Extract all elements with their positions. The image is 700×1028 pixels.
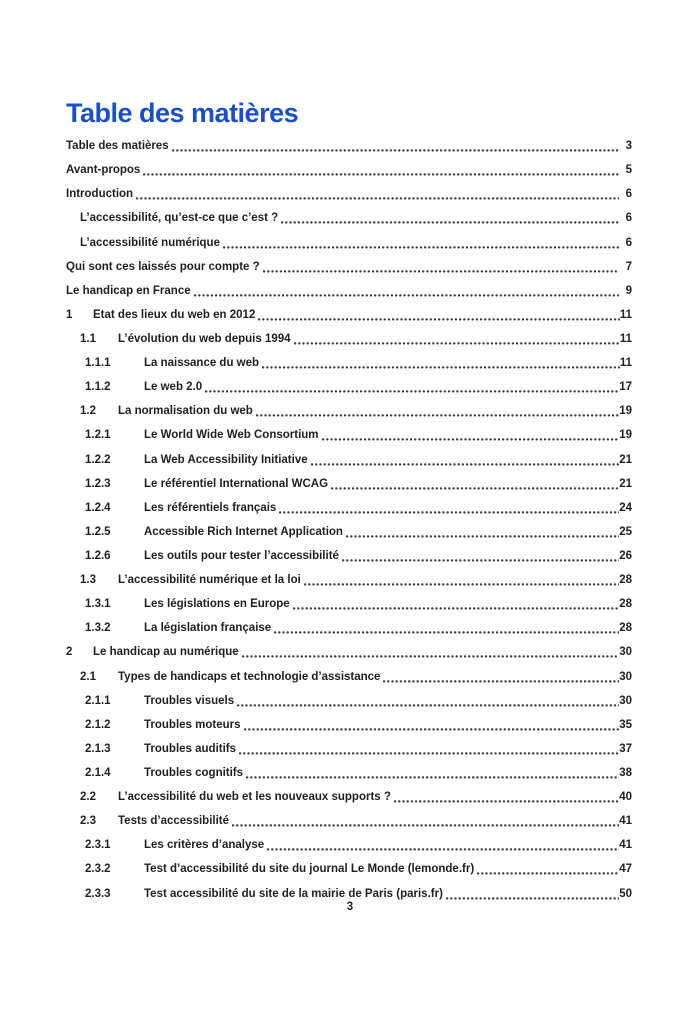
toc-entry-page: 30 [619,670,632,683]
toc-entry-number: 1.2.4 [85,501,111,514]
toc-entry[interactable] [66,373,632,397]
toc-entry-page: 28 [619,622,632,635]
toc-entry-label: Types de handicaps et technologie d’assistance [118,670,381,683]
toc-entry[interactable] [66,277,632,301]
toc-entry-page: 30 [619,694,632,707]
toc-entry-label: La naissance du web [144,357,260,370]
toc-entry[interactable] [66,301,632,325]
toc-entry-label: Le handicap en France [66,284,191,297]
dot-leader [244,728,620,731]
toc-entry-label: La normalisation du web [118,405,253,418]
page-title: Table des matières [66,98,299,129]
toc-entry-label: Qui sont ces laissés pour compte ? [66,260,260,273]
toc-entry-number: 1.2.1 [85,429,111,442]
toc-entry-page: 3 [625,140,632,153]
toc-entry-page: 41 [619,839,632,852]
toc-entry[interactable] [66,831,632,855]
dot-leader [232,824,619,827]
toc-entry-number: 2.3.3 [85,887,111,900]
toc-entry[interactable] [66,421,632,445]
dot-leader [281,221,618,224]
toc-entry[interactable] [66,807,632,831]
dot-leader [246,776,619,779]
toc-entry[interactable] [66,349,632,373]
toc-entry-label: Les outils pour tester l’accessibilité [144,549,339,562]
toc-entry-number: 2.1.1 [85,694,111,707]
toc-entry-page: 41 [619,815,632,828]
dot-leader [263,270,619,273]
toc-entry[interactable] [66,711,632,735]
dot-leader [136,197,619,200]
toc-entry-page: 6 [625,212,632,225]
toc-entry-number: 2.1.2 [85,718,111,731]
toc-entry[interactable] [66,759,632,783]
toc-entry-label: L’accessibilité, qu’est-ce que c’est ? [80,212,279,225]
toc-entry-page: 5 [625,164,632,177]
toc-entry-number: 2.3 [80,815,96,828]
toc-entry[interactable] [66,638,632,662]
toc-entry-page: 9 [625,284,632,297]
dot-leader [267,848,619,851]
toc-entry-label: L’accessibilité numérique et la loi [118,574,301,587]
dot-leader [294,342,620,345]
dot-leader [274,631,619,634]
toc-entry[interactable] [66,783,632,807]
toc-entry-label: Troubles moteurs [144,718,241,731]
toc-entry-page: 50 [619,887,632,900]
toc-entry-number: 2.3.2 [85,863,111,876]
toc-entry-page: 37 [619,742,632,755]
toc-entry-page: 11 [619,308,632,321]
toc-entry-label: Test accessibilité du site de la mairie de Paris (paris.fr) [144,887,443,900]
toc-entry-page: 35 [619,718,632,731]
dot-leader [304,583,619,586]
toc-entry-label: Le web 2.0 [144,381,203,394]
toc-entry[interactable] [66,180,632,204]
dot-leader [239,752,619,755]
toc-entry[interactable] [66,470,632,494]
dot-leader [258,318,619,321]
toc-entry[interactable] [66,542,632,566]
toc-entry-number: 1.2.3 [85,477,111,490]
toc-entry-number: 1.3.1 [85,598,111,611]
toc-entry-label: Test d’accessibilité du site du journal Le Monde (lemonde.fr) [144,863,475,876]
toc-entry[interactable] [66,566,632,590]
toc-entry-number: 1.3.2 [85,622,111,635]
toc-entry[interactable] [66,662,632,686]
toc-entry-label: L’évolution du web depuis 1994 [118,332,291,345]
toc-entry-label: La législation française [144,622,272,635]
toc-entry-label: Tests d’accessibilité [118,815,230,828]
toc-entry[interactable] [66,735,632,759]
toc-entry-page: 28 [619,574,632,587]
toc-entry-label: Les référentiels français [144,501,277,514]
toc-entry[interactable] [66,687,632,711]
toc-entry-label: Troubles auditifs [144,742,237,755]
toc-entry-number: 1.1 [80,332,96,345]
toc-entry-page: 26 [619,549,632,562]
toc-entry-page: 19 [619,429,632,442]
toc-entry[interactable] [66,494,632,518]
toc-entry-page: 7 [625,260,632,273]
toc-entry[interactable] [66,614,632,638]
toc-entry-label: Accessible Rich Internet Application [144,525,343,538]
toc-entry-number: 1.1.2 [85,381,111,394]
toc-entry-number: 2.2 [80,791,96,804]
toc-entry[interactable] [66,397,632,421]
dot-leader [383,680,619,683]
toc-entry-number: 2.1.3 [85,742,111,755]
toc-entry-page: 21 [619,453,632,466]
toc-entry-number: 1.2.5 [85,525,111,538]
toc-entry[interactable] [66,204,632,228]
toc-entry[interactable] [66,132,632,156]
toc-entry-label: L’accessibilité numérique [80,236,220,249]
toc-entry-label: Table des matières [66,140,169,153]
toc-entry-label: Avant-propos [66,164,141,177]
dot-leader [346,535,619,538]
dot-leader [143,173,618,176]
toc-entry-number: 1.2 [80,405,96,418]
toc-entry-page: 17 [619,381,632,394]
toc-entry-page: 25 [619,525,632,538]
toc-entry-page: 21 [619,477,632,490]
toc-entry-label: Troubles visuels [144,694,235,707]
dot-leader [477,872,619,875]
toc-entry-page: 30 [619,646,632,659]
dot-leader [293,607,619,610]
toc-entry-page: 38 [619,766,632,779]
dot-leader [223,246,619,249]
toc-entry-label: Les critères d’analyse [144,839,265,852]
table-of-contents [66,132,632,904]
toc-entry-number: 1 [66,308,73,321]
toc-entry[interactable] [66,253,632,277]
toc-entry-label: L’accessibilité du web et les nouveaux supports ? [118,791,391,804]
toc-entry-page: 6 [625,188,632,201]
footer-page-number: 3 [346,901,354,913]
dot-leader [279,511,619,514]
toc-entry-label: La Web Accessibility Initiative [144,453,308,466]
dot-leader [262,366,620,369]
dot-leader [311,463,620,466]
toc-entry[interactable] [66,325,632,349]
dot-leader [242,655,620,658]
toc-entry-page: 11 [619,357,632,370]
toc-entry[interactable] [66,590,632,614]
dot-leader [194,294,619,297]
toc-entry-page: 19 [619,405,632,418]
toc-entry-label: Les législations en Europe [144,598,290,611]
toc-entry[interactable] [66,445,632,469]
dot-leader [205,390,619,393]
dot-leader [342,559,619,562]
toc-entry-label: Le World Wide Web Consortium [144,429,319,442]
toc-entry[interactable] [66,855,632,879]
toc-entry-number: 2 [66,646,73,659]
toc-entry-number: 2.3.1 [85,839,111,852]
toc-entry-number: 1.2.6 [85,549,111,562]
toc-entry-number: 2.1 [80,670,96,683]
toc-entry-number: 1.1.1 [85,357,111,370]
dot-leader [256,414,619,417]
toc-entry-label: Introduction [66,188,134,201]
toc-entry-page: 24 [619,501,632,514]
toc-entry-number: 2.1.4 [85,766,111,779]
toc-entry[interactable] [66,879,632,903]
dot-leader [237,704,619,707]
toc-entry-label: Le référentiel International WCAG [144,477,329,490]
dot-leader [394,800,619,803]
dot-leader [331,487,619,490]
toc-entry-label: Le handicap au numérique [93,646,239,659]
toc-entry-page: 47 [619,863,632,876]
dot-leader [172,149,619,152]
toc-entry-label: Etat des lieux du web en 2012 [93,308,256,321]
toc-entry[interactable] [66,518,632,542]
toc-entry-page: 11 [619,332,632,345]
toc-entry[interactable] [66,156,632,180]
toc-entry-number: 1.2.2 [85,453,111,466]
toc-entry-number: 1.3 [80,574,96,587]
dot-leader [322,438,620,441]
toc-entry-page: 6 [625,236,632,249]
toc-entry-page: 40 [619,791,632,804]
toc-entry-page: 28 [619,598,632,611]
toc-entry[interactable] [66,228,632,252]
toc-entry-label: Troubles cognitifs [144,766,244,779]
dot-leader [446,897,619,900]
